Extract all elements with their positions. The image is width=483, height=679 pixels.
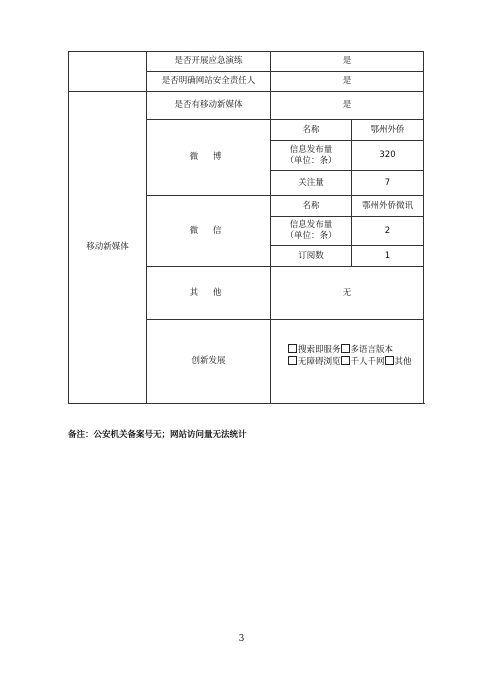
weibo-name-label: 名称: [271, 120, 352, 141]
innovation-option-search[interactable]: [288, 345, 341, 355]
other-label: 其 他: [147, 267, 271, 320]
weibo-follow-value: 7: [352, 171, 424, 196]
wechat-name-label: 名称: [271, 196, 352, 217]
innovation-option-accessibility[interactable]: [288, 357, 341, 367]
emergency-drill-value: 是: [271, 52, 424, 72]
innovation-option-multilang[interactable]: [341, 345, 394, 355]
innovation-option-personalized[interactable]: [341, 357, 385, 367]
wechat-label: 微 信: [147, 196, 271, 267]
weibo-publish-value: 320: [352, 141, 424, 171]
innovation-option-label: 多语言版本: [350, 344, 394, 355]
innovation-option-label: 无障碍浏览: [298, 356, 341, 367]
checkbox-icon[interactable]: [288, 356, 297, 365]
weibo-follow-label: 关注量: [271, 171, 352, 196]
has-new-media-label: 是否有移动新媒体: [147, 92, 271, 120]
wechat-publish-label-line2: （单位：条）: [285, 231, 337, 241]
checkbox-icon[interactable]: [385, 356, 394, 365]
page-number: 3: [238, 634, 245, 644]
row-has-new-media: [69, 92, 424, 120]
weibo-publish-label-line1: 信息发布量: [289, 144, 333, 155]
report-table: [68, 51, 424, 404]
innovation-option-label: 其他: [394, 356, 412, 367]
footnote: 备注：公安机关备案号无；网站访问量无法统计: [68, 430, 247, 440]
row-emergency-drill: [69, 52, 424, 72]
wechat-subscribe-value: 1: [352, 246, 424, 267]
checkbox-icon[interactable]: [288, 344, 297, 353]
innovation-option-other[interactable]: [385, 357, 412, 367]
wechat-name-value: 鄂州外侨微讯: [352, 196, 424, 217]
innovation-option-label: 搜索即服务: [298, 344, 341, 355]
innovation-option-label: 千人千网: [350, 356, 385, 367]
other-value: 无: [271, 267, 424, 320]
emergency-drill-label: 是否开展应急演练: [147, 52, 271, 72]
wechat-publish-label: [271, 217, 352, 246]
blank-cell: [69, 52, 147, 92]
security-officer-value: 是: [271, 72, 424, 92]
innovation-options: [271, 320, 424, 404]
wechat-subscribe-label: 订阅数: [271, 246, 352, 267]
security-officer-label: 是否明确网站安全责任人: [147, 72, 271, 92]
weibo-label: 微 博: [147, 120, 271, 196]
mobile-media-section-label: 移动新媒体: [69, 92, 147, 404]
innovation-section-label: 创新发展: [147, 320, 271, 404]
checkbox-icon[interactable]: [341, 356, 350, 365]
wechat-publish-label-line1: 信息发布量: [289, 220, 333, 231]
weibo-name-value: 鄂州外侨: [352, 120, 424, 141]
weibo-publish-label-line2: （单位：条）: [285, 155, 337, 166]
weibo-publish-label: [271, 141, 352, 171]
wechat-publish-value: 2: [352, 217, 424, 246]
has-new-media-value: 是: [271, 92, 424, 120]
checkbox-icon[interactable]: [341, 344, 350, 353]
